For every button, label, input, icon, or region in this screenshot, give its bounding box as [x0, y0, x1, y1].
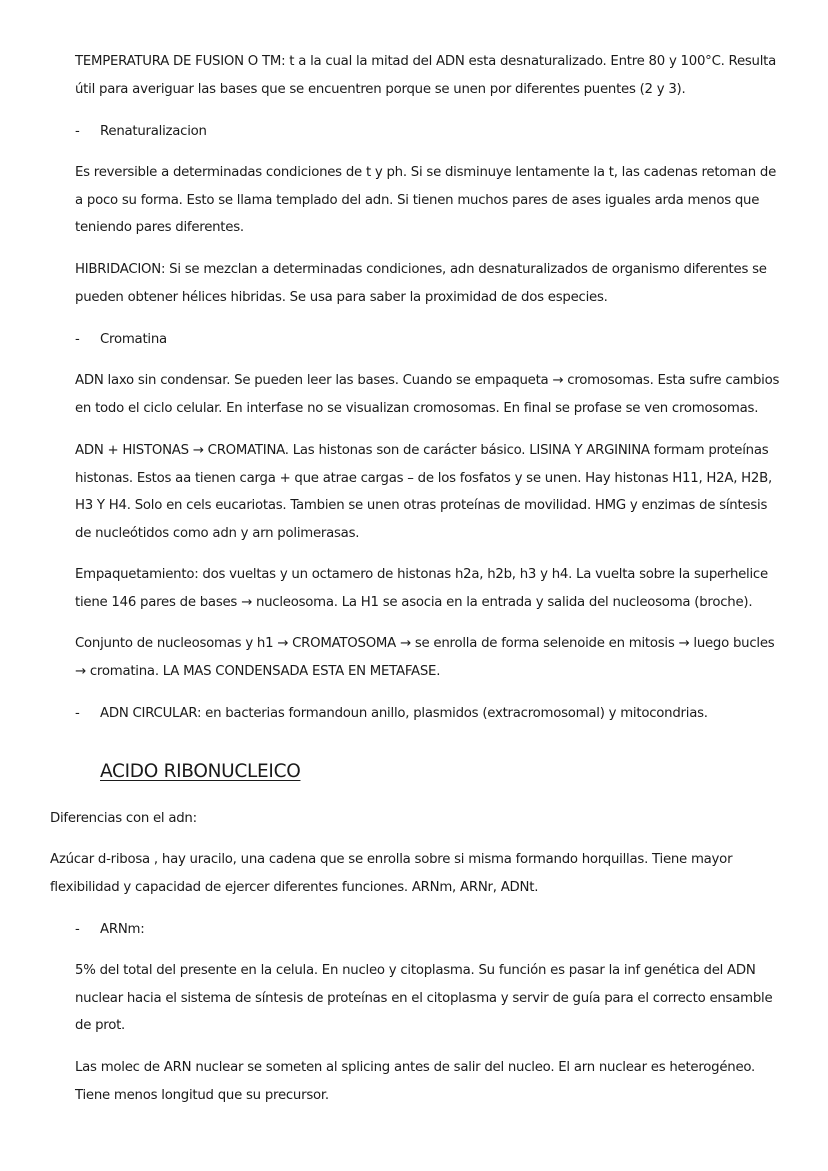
paragraph-cromatina-2: ADN + HISTONAS → CROMATINA. Las histonas son de carácter básico. LISINA Y ARGININA formam proteínas histonas. Estos aa tienen carga + que atrae cargas – de los fosfatos y se unen. Hay histonas H11, H2A, H2B, H3 Y H4. Solo en cels eucariotas. Tambien se unen otras proteínas de movilidad. HMG y enzimas de síntesis de nucleótidos como adn y arn polimerasas.: [75, 443, 772, 541]
bullet-arnm: [0, 916, 828, 944]
bullet-renaturalizacion: [0, 118, 828, 146]
bullet-label: ADN CIRCULAR: en bacterias formandoun anillo, plasmidos (extracromosomal) y mitocondrias.: [100, 706, 708, 721]
bullet-label: ARNm:: [100, 922, 145, 937]
bullet-dash: -: [75, 922, 80, 937]
paragraph-cromatina-1: ADN laxo sin condensar. Se pueden leer las bases. Cuando se empaqueta → cromosomas. Esta sufre cambios en todo el ciclo celular. En interfase no se visualizan cromosomas. En final se profase se ven cromosomas.: [75, 373, 780, 416]
paragraph-diferencias-intro: Diferencias con el adn:: [50, 811, 197, 826]
paragraph-hibridacion: HIBRIDACION: Si se mezclan a determinadas condiciones, adn desnaturalizados de organismo diferentes se pueden obtener hélices hibridas. Se usa para saber la proximidad de dos especies.: [75, 262, 767, 305]
paragraph-empaquetamiento: Empaquetamiento: dos vueltas y un octamero de histonas h2a, h2b, h3 y h4. La vuelta sobre la superhelice tiene 146 pares de bases → nucleosoma. La H1 se asocia en la entrada y salida del nucleosoma (broche).: [75, 567, 768, 610]
paragraph-renaturalizacion: Es reversible a determinadas condiciones de t y ph. Si se disminuye lentamente la t, las cadenas retoman de a poco su forma. Esto se llama templado del adn. Si tienen muchos pares de ases iguales arda menos que teniendo pares diferentes.: [75, 165, 777, 235]
bullet-dash: -: [75, 124, 80, 139]
bullet-label: Renaturalizacion: [100, 124, 207, 139]
paragraph-arnm-2: Las molec de ARN nuclear se someten al splicing antes de salir del nucleo. El arn nuclear es heterogéneo. Tiene menos longitud que su precursor.: [75, 1060, 756, 1103]
bullet-dash: -: [75, 706, 80, 721]
paragraph-temperatura-fusion: TEMPERATURA DE FUSION O TM: t a la cual la mitad del ADN esta desnaturalizado. Entre 80 y 100°C. Resulta útil para averiguar las bases que se encuentren porque se unen por diferentes puentes (2 y 3).: [75, 54, 777, 97]
paragraph-cromatosoma: Conjunto de nucleosomas y h1 → CROMATOSOMA → se enrolla de forma selenoide en mitosis → luego bucles → cromatina. LA MAS CONDENSADA ESTA EN METAFASE.: [75, 636, 775, 679]
paragraph-arnm-1: 5% del total del presente en la celula. En nucleo y citoplasma. Su función es pasar la inf genética del ADN nuclear hacia el sistema de síntesis de proteínas en el citoplasma y servir de guía para el correcto ensamble de prot.: [75, 963, 773, 1033]
section-heading-acido-ribonucleico: ACIDO RIBONUCLEICO: [100, 761, 301, 782]
bullet-dash: -: [75, 332, 80, 347]
paragraph-diferencias: Azúcar d-ribosa , hay uracilo, una cadena que se enrolla sobre si misma formando horquillas. Tiene mayor flexibilidad y capacidad de ejercer diferentes funciones. ARNm, ARNr, ADNt.: [50, 852, 733, 895]
bullet-adn-circular: [0, 700, 828, 728]
bullet-cromatina: [0, 326, 828, 354]
bullet-label: Cromatina: [100, 332, 167, 347]
